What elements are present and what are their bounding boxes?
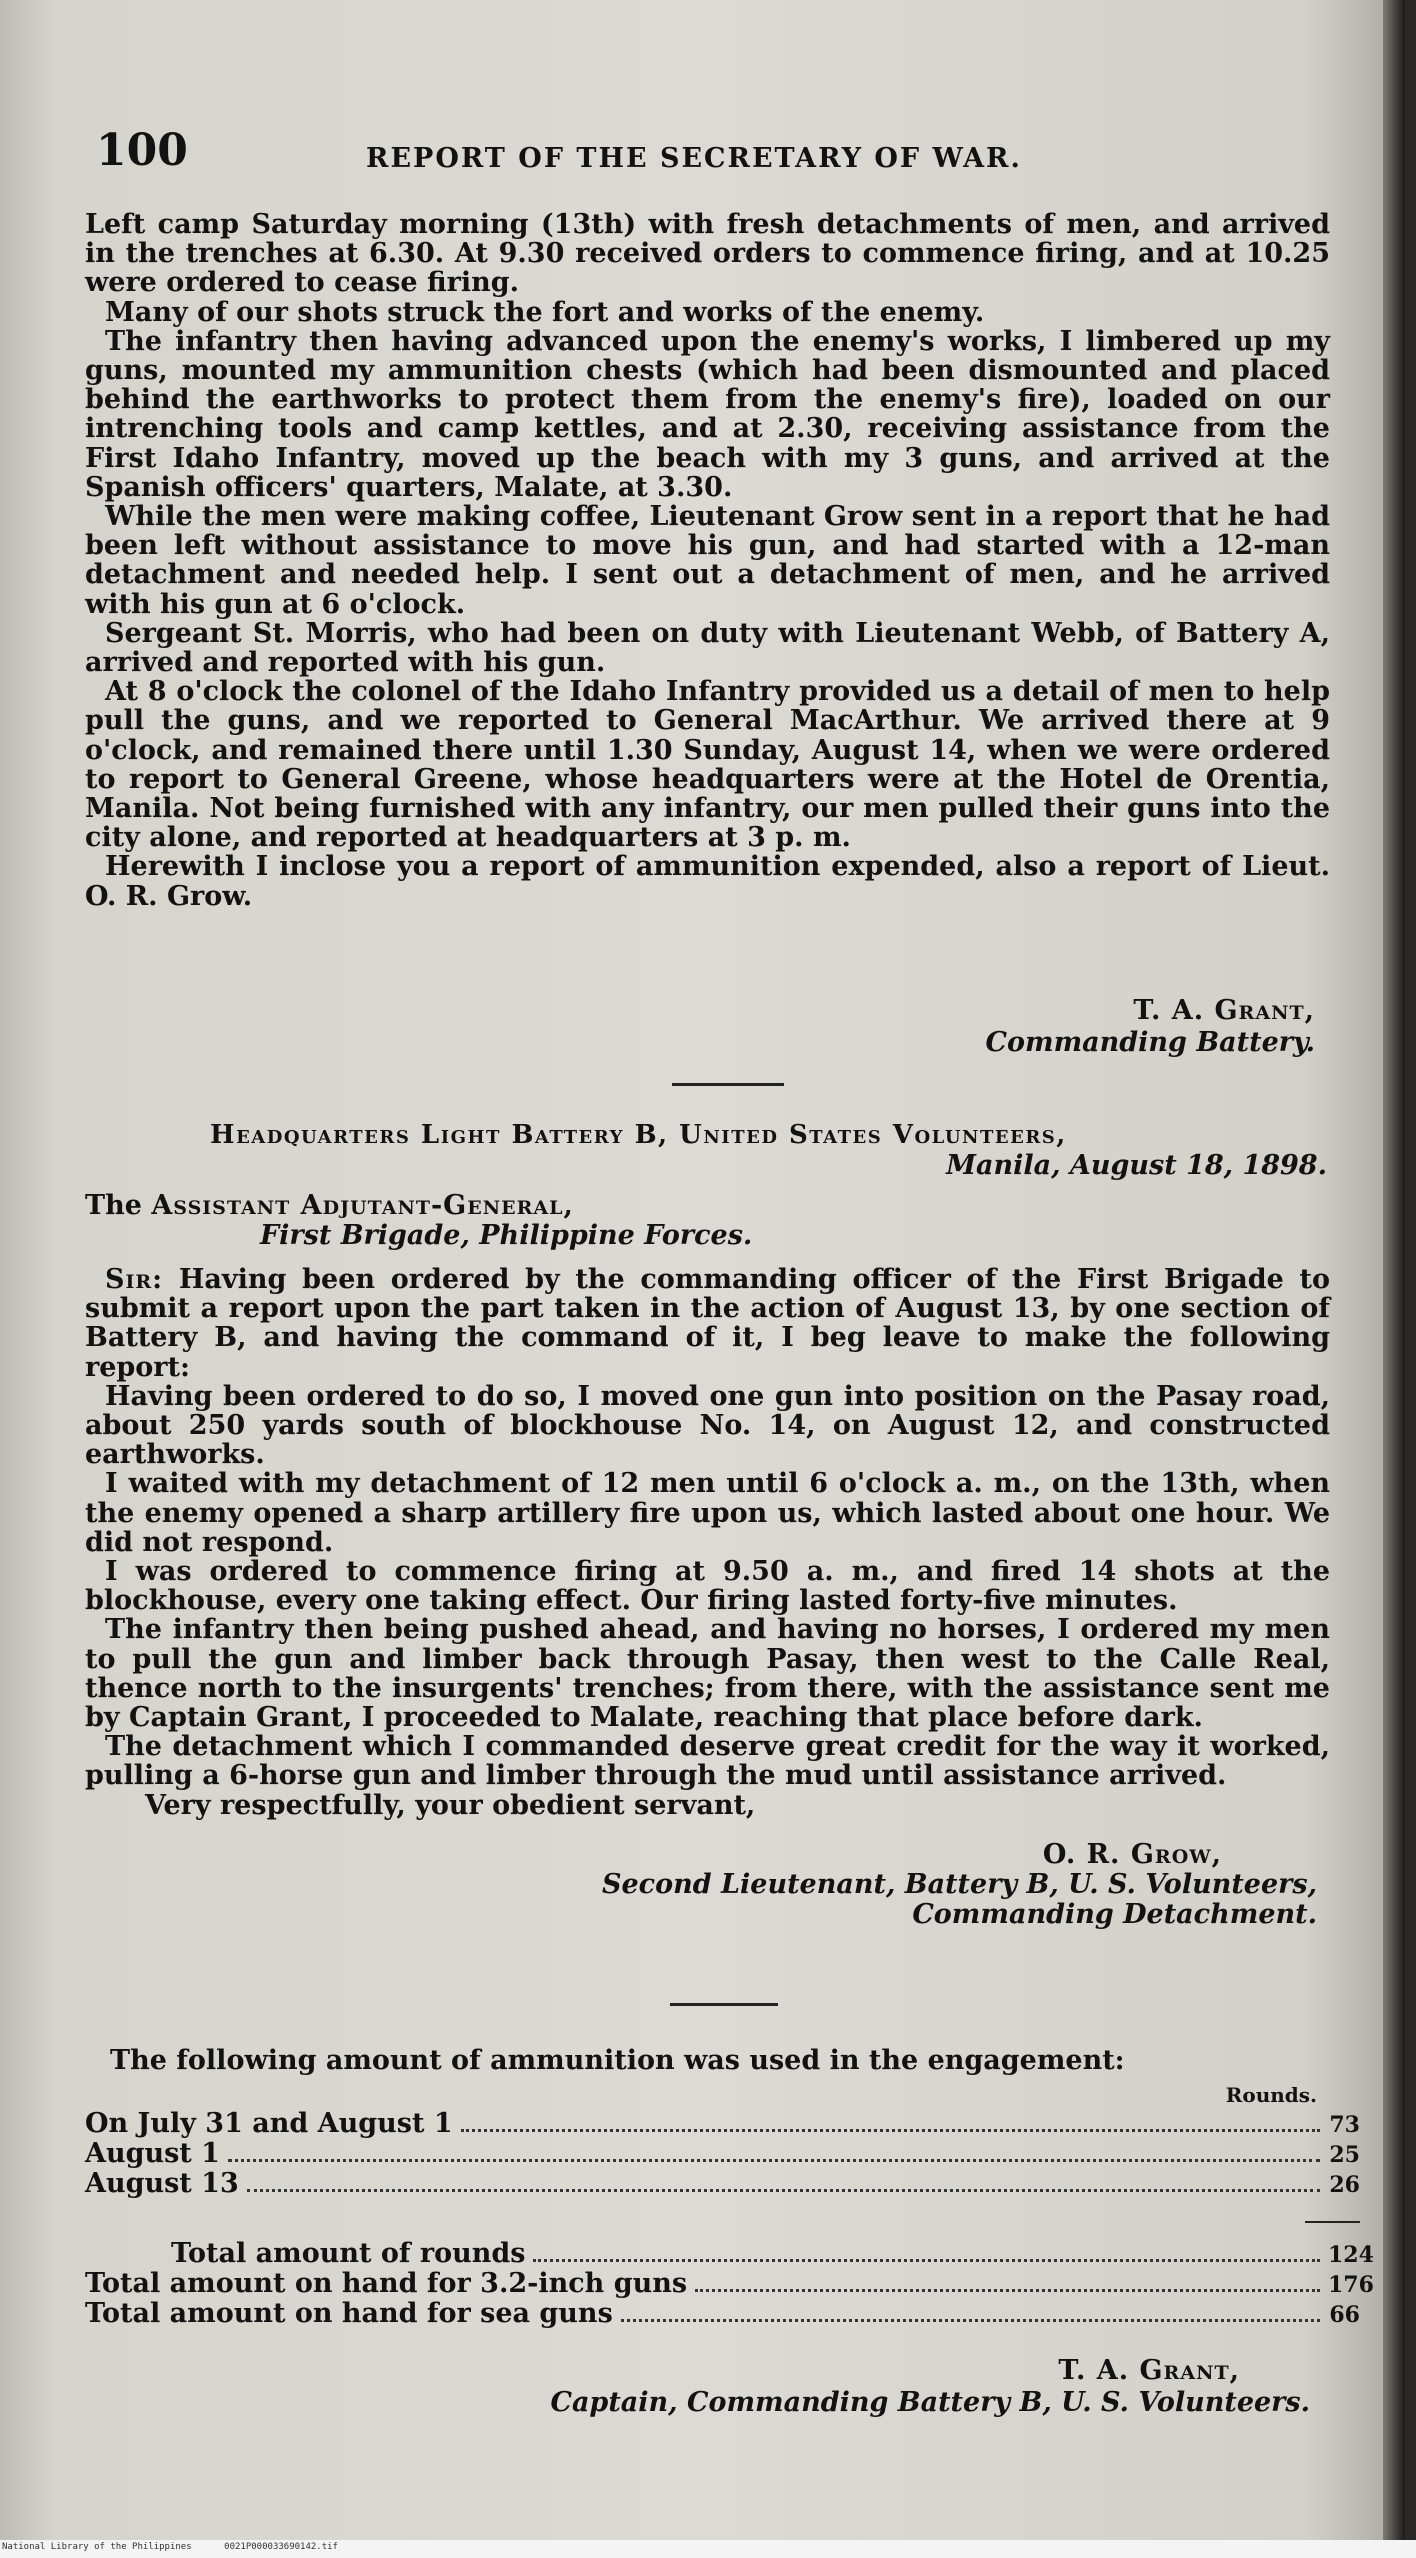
ammunition-intro: The following amount of ammunition was used in the engagement: — [110, 2045, 1125, 2076]
leader-dots — [247, 2188, 1320, 2192]
table-row — [85, 2168, 1360, 2198]
signature-title: Captain, Commanding Battery B, U. S. Volunteers. — [550, 2387, 1310, 2418]
footer-file-id: 0021P000033690142.tif — [224, 2542, 338, 2552]
rounds-column-header: Rounds. — [1225, 2083, 1317, 2107]
row-label: August 1 — [85, 2138, 220, 2169]
section-divider — [672, 1083, 784, 1086]
row-label: Total amount on hand for sea guns — [85, 2298, 613, 2329]
row-value: 66 — [1329, 2302, 1360, 2328]
letter2-paragraph: The infantry then being pushed ahead, and having no horses, I ordered my men to pull the gun and limber back through Pasay, then west to the Calle Real, thence north to the insurgents' trenches; from there, with the assistance sent me by Captain Grant, I proceeded to Malate, reaching that place before dark. — [85, 1614, 1330, 1734]
letter1-paragraph: At 8 o'clock the colonel of the Idaho Infantry provided us a detail of men to help pull the guns, and we reported to General MacArthur. We arrived there at 9 o'clock, and remained there until 1.30 Sunday, August 14, when we were ordered to report to General Greene, whose headquarters were at the Hotel de Orentia, Manila. Not being furnished with any infantry, our men pulled their guns into the city alone, and reported at headquarters at 3 p. m. — [85, 676, 1330, 854]
signature-name: O. R. Grow, — [1042, 1839, 1222, 1870]
letter1-paragraph: Sergeant St. Morris, who had been on duty with Lieutenant Webb, of Battery A, arrived and reported with his gun. — [85, 617, 1330, 679]
leader-dots — [228, 2158, 1320, 2162]
total-row — [85, 2268, 1374, 2299]
row-label: Total amount on hand for 3.2-inch guns — [85, 2268, 688, 2299]
signature-name: T. A. Grant, — [1133, 995, 1315, 1026]
letter2-paragraph: I was ordered to commence firing at 9.50 a. m., and fired 14 shots at the blockhouse, every one taking effect. Our firing lasted forty-five minutes. — [85, 1556, 1330, 1617]
table-row — [85, 2138, 1360, 2168]
letter1-paragraph: Herewith I inclose you a report of ammunition expended, also a report of Lieut. O. R. Grow. — [85, 851, 1330, 912]
row-label: August 13 — [85, 2168, 239, 2199]
addressee-name: Assistant Adjutant-General, — [151, 1190, 574, 1221]
letter1-paragraph: Left camp Saturday morning (13th) with fresh detachments of men, and arrived in the trenches at 6.30. At 9.30 received orders to commence firing, and at 10.25 were ordered to cease firing. — [85, 209, 1330, 299]
letter2-body — [85, 1265, 1330, 1820]
row-value: 124 — [1328, 2242, 1374, 2268]
row-value: 176 — [1328, 2272, 1374, 2298]
page-number: 100 — [96, 125, 188, 176]
scan-footer-text — [2, 2542, 338, 2552]
letter2-heading: Headquarters Light Battery B, United States Volunteers, — [210, 1120, 1067, 1150]
letter2-paragraph-text: Having been ordered by the commanding officer of the First Brigade to submit a report upon the part taken in the action of August 13, by one section of Battery B, and having the command of it, I beg leave to make the following report: — [85, 1264, 1331, 1383]
letter1-paragraph: While the men were making coffee, Lieutenant Grow sent in a report that he had been left without assistance to move his gun, and had started with a 12-man detachment and needed help. I sent out a detachment of men, and he arrived with his gun at 6 o'clock. — [85, 501, 1330, 620]
total-row — [85, 2298, 1360, 2328]
letter2-addressee-line2: First Brigade, Philippine Forces. — [260, 1220, 753, 1251]
total-rule — [1305, 2221, 1360, 2223]
section-divider — [670, 2003, 778, 2006]
leader-dots — [695, 2288, 1320, 2292]
leader-dots — [461, 2128, 1320, 2132]
row-label: Total amount of rounds — [171, 2238, 526, 2269]
table-row — [85, 2108, 1360, 2138]
leader-dots — [533, 2258, 1320, 2262]
footer-library: National Library of the Philippines — [2, 2542, 192, 2552]
total-row — [85, 2238, 1374, 2269]
row-value: 26 — [1329, 2172, 1360, 2198]
letter2-date: Manila, August 18, 1898. — [946, 1150, 1327, 1181]
row-value: 25 — [1329, 2142, 1360, 2168]
letter2-paragraph: I waited with my detachment of 12 men until 6 o'clock a. m., on the 13th, when the enemy opened a sharp artillery fire upon us, which lasted about one hour. We did not respond. — [85, 1468, 1330, 1558]
signature-title: Commanding Battery. — [985, 1027, 1315, 1058]
ammunition-signature — [550, 2355, 1310, 2419]
letter1-paragraph: The infantry then having advanced upon the enemy's works, I limbered up my guns, mounted my ammunition chests (which had been dismounted and placed behind the earthworks to protect them from the enemy's fire), loaded on our intrenching tools and camp kettles, and at 2.30, receiving assistance from the First Idaho Infantry, moved up the beach with my 3 guns, and arrived at the Spanish officers' quarters, Malate, at 3.30. — [85, 325, 1330, 503]
letter2-closing: Very respectfully, your obedient servant, — [145, 1789, 756, 1821]
row-label: On July 31 and August 1 — [85, 2108, 453, 2139]
book-spine-shadow — [1383, 0, 1405, 2540]
letter1-paragraph: Many of our shots struck the fort and works of the enemy. — [105, 296, 985, 328]
letter2-signature — [602, 1840, 1317, 1930]
letter1-body — [85, 210, 1330, 911]
letter2-paragraph: The detachment which I commanded deserve great credit for the way it worked, pulling a 6-horse gun and limber through the mud until assistance arrived. — [85, 1731, 1330, 1792]
letter1-signature — [986, 995, 1315, 1059]
addressee-prefix: The — [85, 1190, 152, 1221]
running-title: REPORT OF THE SECRETARY OF WAR. — [366, 143, 1022, 174]
row-value: 73 — [1329, 2112, 1360, 2138]
signature-name: T. A. Grant, — [1058, 2355, 1240, 2386]
signature-title: Commanding Detachment. — [912, 1899, 1317, 1930]
salutation: Sir: — [105, 1264, 164, 1295]
signature-title: Second Lieutenant, Battery B, U. S. Volunteers, — [602, 1869, 1317, 1900]
letter2-addressee — [85, 1190, 574, 1221]
letter2-paragraph: Having been ordered to do so, I moved one gun into position on the Pasay road, about 250 yards south of blockhouse No. 14, on August 12, and constructed earthworks. — [85, 1380, 1330, 1471]
page-header — [96, 125, 1336, 185]
leader-dots — [621, 2318, 1320, 2322]
letter2-paragraph — [85, 1265, 1330, 1382]
